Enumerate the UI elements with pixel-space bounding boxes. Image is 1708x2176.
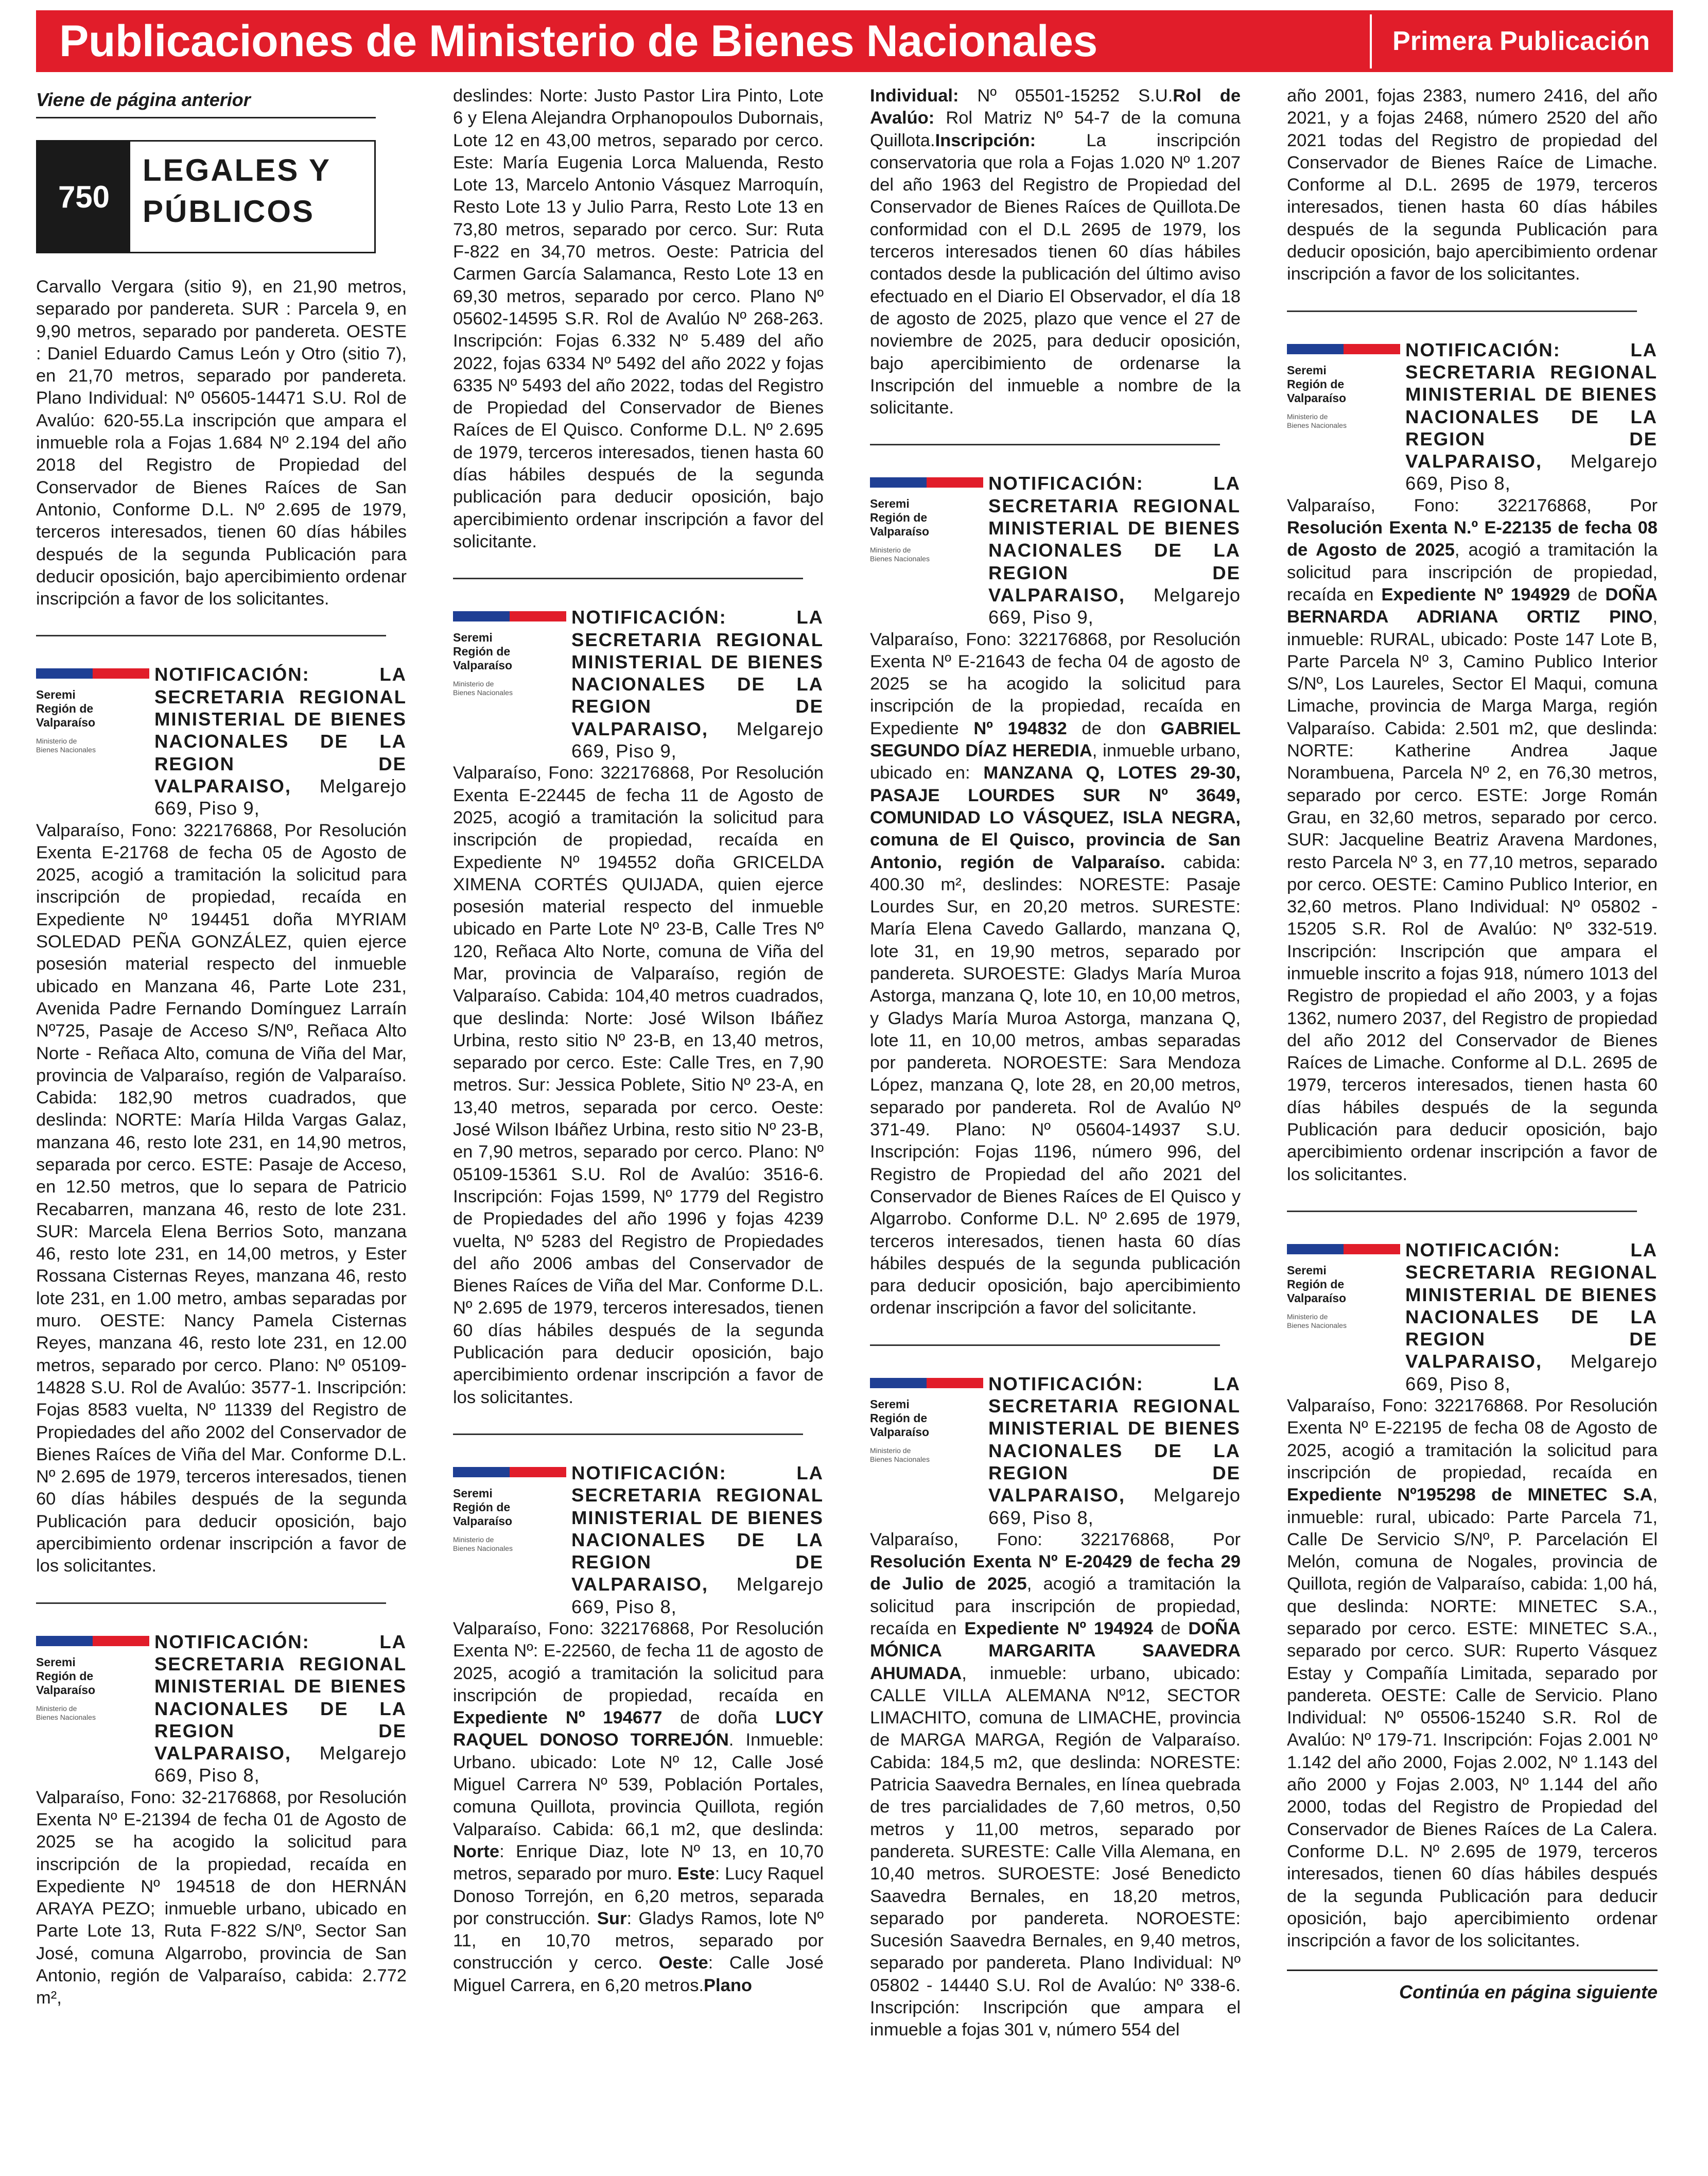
flag-bar-icon (1287, 344, 1400, 354)
continued-notice-text: año 2001, fojas 2383, numero 2416, del año 2021, y a fojas 2468, número 2520 del año 2021 todas del Registro de propiedad del Conservador de Bienes Raíce de Limache. Conforme al D.L. 2695 de 1979, terceros interesados, tienen hasta 60 días hábiles después de la segunda Publicación para deducir oposición, bajo apercibimiento ordenar inscripción a favor de los solicitantes. (1287, 86, 1658, 284)
seremi-logo (453, 606, 571, 697)
notice-heading: NOTIFICACIÓN: LA SECRETARIA REGIONAL MINISTERIAL DE BIENES NACIONALES DE LA REGION DE VALPARAISO, Melgarejo 669, Piso 8, (154, 1631, 407, 1786)
separator (1287, 310, 1637, 312)
logo-subtext: Ministerio de Bienes Nacionales (1287, 1312, 1347, 1329)
header-divider (1370, 14, 1372, 68)
section-title (130, 142, 374, 252)
notice (36, 663, 407, 1577)
seremi-logo (870, 1373, 988, 1464)
separator (453, 1434, 803, 1435)
notice-head (870, 472, 1241, 628)
separator (1287, 1211, 1637, 1212)
column-2 (453, 85, 824, 1997)
notice-body: Valparaíso, Fono: 322176868. Por Resolución Exenta Nº E-22195 de fecha 08 de Agosto de 2025, acogió a tramitación la solicitud para inscripción de propiedad, recaída en Expediente Nº195298 de MINETEC S.A, inmueble: rural, ubicado: Parte Parcela 71, Calle De Servicio S/Nº, P. Parcelación El Melón, comuna de Nogales, provincia de Quillota, región de Valparaíso, cabida: 1,00 há, que deslinda: NORTE: MINETEC S.A., separado por cerco. ESTE: MINETEC S.A., separado por cerco. SUR: Ruperto Vásquez Estay y Compañía Limitada, separado por pandereta. OESTE: Calle de Servicio. Plano Individual: Nº 05506-15240 S.R. Rol de Avalúo: Nº 179-71. Inscripción: Fojas 2.001 Nº 1.142 del año 2000, Fojas 2.002, Nº 1.143 del año 2000 y Fojas 2.003, Nº 1.144 del año 2000, todas del Registro de Propiedad del Conservador de Bienes Raíces de La Calera. Conforme D.L. Nº 2.695 de 1979, terceros interesados, tienen 60 días hábiles después de la segunda Publicación para deducir oposición, bajo apercibimiento ordenar inscripción a favor de los solicitantes. (1287, 1396, 1658, 1951)
section-title-line1: LEGALES Y (143, 153, 331, 187)
notice-head (36, 663, 407, 819)
logo-text: Seremi Región de Valparaíso (1287, 363, 1347, 405)
logo-subtext: Ministerio de Bienes Nacionales (870, 546, 930, 563)
logo-subtext: Ministerio de Bienes Nacionales (36, 1704, 96, 1721)
flag-bar-icon (1287, 1244, 1400, 1254)
logo-text: Seremi Región de Valparaíso (1287, 1263, 1347, 1305)
notice-body: Valparaíso, Fono: 322176868, por Resolución Exenta Nº E-21643 de fecha 04 de agosto de 2025 se ha acogido la solicitud para inscripción de la propiedad, recaída en Expediente Nº 194832 de don GABRIEL SEGUNDO DÍAZ HEREDIA, inmueble urbano, ubicado en: MANZANA Q, LOTES 29-30, PASAJE LOURDES SUR Nº 3649, COMUNIDAD LO VÁSQUEZ, ISLA NEGRA, comuna de El Quisco, provincia de San Antonio, región de Valparaíso. cabida: 400.30 m², deslindes: NORESTE: Pasaje Lourdes Sur, en 20,20 metros. SURESTE: María Elena Cavedo Gallardo, manzana Q, lote 31, en 19,90 metros, separado por pandereta. SUROESTE: Gladys María Muroa Astorga, manzana Q, lote 10, en 10,00 metros, y Gladys María Muroa Astorga, manzana Q, lote 11, en 10,00 metros, ambas separadas por pandereta. NOROESTE: Sara Mendoza López, manzana Q, lote 28, en 20,00 metros, separado por pandereta. Rol de Avalúo Nº 371-49. Plano: Nº 05604-14937 S.U. Inscripción: Fojas 1196, número 996, del Registro de Propiedad del año 2021 del Conservador de Bienes Raíces de El Quisco y Algarrobo. Conforme D.L. Nº 2.695 de 1979, terceros interesados, tienen hasta 60 días hábiles después de la segunda publicación para deducir oposición, bajo apercibimiento ordenar inscripción a favor del solicitante. (870, 629, 1241, 1318)
logo-text: Seremi Región de Valparaíso (36, 688, 96, 730)
notice-head (453, 1462, 824, 1618)
notice-heading: NOTIFICACIÓN: LA SECRETARIA REGIONAL MINISTERIAL DE BIENES NACIONALES DE LA REGION DE VALPARAISO, Melgarejo 669, Piso 8, (988, 1373, 1241, 1528)
notice (870, 472, 1241, 1319)
notice-head (36, 1631, 407, 1787)
separator (36, 1602, 386, 1604)
logo-subtext: Ministerio de Bienes Nacionales (453, 1535, 513, 1552)
notice-body: Valparaíso, Fono: 32-2176868, por Resolución Exenta Nº E-21394 de fecha 01 de Agosto de 2025 se ha acogido la solicitud para inscripción de la propiedad, recaída en Expediente Nº 194518 de don HERNÁN ARAYA PEZO; inmueble urbano, ubicado en Parte Lote 13, Ruta F-822 S/Nº, Sector San José, comuna Algarrobo, provincia de San Antonio, región de Valparaíso, cabida: 2.772 m², (36, 1787, 407, 2008)
logo-subtext: Ministerio de Bienes Nacionales (453, 680, 513, 697)
flag-bar-icon (870, 1378, 983, 1388)
continued-notice-text: Individual: Nº 05501-15252 S.U.Rol de Avalúo: Rol Matriz Nº 54-7 de la comuna Quillota.Inscripción: La inscripción conservatoria que rola a Fojas 1.020 Nº 1.207 del año 1963 del Registro de Propiedad del Conservador de Bienes Raíces de Quillota.De conformidad con el D.L 2695 de 1979, los terceros interesados tienen 60 días hábiles contados desde la publicación del último aviso efectuado en el Diario El Observador, el día 18 de agosto de 2025, plazo que vence el 27 de noviembre de 2025, para deducir oposición, bajo apercibimiento de ordenarse la Inscripción del inmueble a nombre de la solicitante. (870, 86, 1241, 418)
logo-text: Seremi Región de Valparaíso (453, 1486, 513, 1528)
notice-head (1287, 1239, 1658, 1395)
notice-body: Valparaíso, Fono: 322176868, Por Resolución Exenta E-21768 de fecha 05 de Agosto de 2025, acogió a tramitación la solicitud para inscripción de propiedad, recaída en Expediente Nº 194451 doña MYRIAM SOLEDAD PEÑA GONZÁLEZ, quien ejerce posesión material respecto del inmueble ubicado en Manzana 46, Parte Lote 231, Avenida Padre Fernando Domínguez Larraín Nº725, Pasaje de Acceso S/Nº, Reñaca Alto Norte - Reñaca Alto, comuna de Viña del Mar, provincia de Valparaíso, región de Valparaíso. Cabida: 182,90 metros cuadrados, que deslinda: NORTE: María Hilda Vargas Galaz, manzana 46, resto lote 231, en 14,90 metros, separada por cerco. ESTE: Pasaje de Acceso, en 12.50 metros, que lo separa de Patricio Recabarren, manzana 46, resto de lote 231. SUR: Marcela Elena Berrios Soto, manzana 46, resto lote 231, en 14,00 metros, y Ester Rossana Cisternas Reyes, manzana 46, resto lote 231, en 1.00 metro, ambas separadas por muro. OESTE: Nancy Pamela Cisternas Reyes, manzana 46, resto lote 231, en 12.00 metros, separado por cerco. Plano: Nº 05109-14828 S.U. Rol de Avalúo: 3577-1. Inscripción: Fojas 8583 vuelta, Nº 11339 del Registro de Propiedades del año 2002 del Conservador de Bienes Raíces de Viña del Mar. Conforme D.L. Nº 2.695 de 1979, terceros interesados, tienen 60 días hábiles después de la segunda Publicación para deducir oposición, bajo apercibimiento ordenar inscripción a favor de los solicitantes. (36, 820, 407, 1576)
seremi-logo (453, 1462, 571, 1553)
page-title: Publicaciones de Ministerio de Bienes Nacionales (59, 16, 1097, 66)
separator (36, 635, 386, 636)
notice-body: Valparaíso, Fono: 322176868, Por Resolución Exenta N.º E-22135 de fecha 08 de Agosto de 2025, acogió a tramitación la solicitud para inscripción de propiedad, recaída en Expediente Nº 194929 de DOÑA BERNARDA ADRIANA ORTIZ PINO, inmueble: RURAL, ubicado: Poste 147 Lote B, Parte Parcela Nº 3, Camino Publico Interior S/Nº, Los Laureles, Sector El Maqui, comuna Limache, provincia de Marga Marga, región Valparaíso. Cabida: 2.501 m2, que deslinda: NORTE: Katherine Andrea Jaque Norambuena, Parcela Nº 2, en 76,30 metros, separado por cerco. ESTE: Jorge Román Grau, en 32,60 metros, separado por cerco. SUR: Jacqueline Beatriz Aravena Mardones, resto Parcela Nº 3, en 77,10 metros, separado por cerco. OESTE: Camino Publico Interior, en 32,60 metros. Plano Individual: Nº 05802 - 15205 S.R. Rol de Avalúo: Nº 332-519. Inscripción: Inscripción que ampara el inmueble inscrito a fojas 918, número 1013 del Registro de propiedad el año 2003, y a fojas 1362, numero 2037, del Registro de propiedad del año 2012 del Conservador de Bienes Raíces de Limache. Conforme al D.L. 2695 de 1979, terceros interesados, tienen hasta 60 días hábiles después de la segunda Publicación para deducir oposición, bajo apercibimiento ordenar inscripción a favor de los solicitantes. (1287, 495, 1658, 1184)
notice (453, 1462, 824, 1997)
logo-text: Seremi Región de Valparaíso (36, 1655, 96, 1697)
seremi-logo (1287, 1239, 1405, 1330)
seremi-logo (870, 472, 988, 563)
separator (870, 444, 1220, 445)
notice-heading: NOTIFICACIÓN: LA SECRETARIA REGIONAL MINISTERIAL DE BIENES NACIONALES DE LA REGION DE VALPARAISO, Melgarejo 669, Piso 8, (571, 1462, 824, 1617)
notice-head (453, 606, 824, 762)
notice (1287, 339, 1658, 1186)
notice (1287, 1239, 1658, 1953)
notice-body: Valparaíso, Fono: 322176868, Por Resolución Exenta Nº E-20429 de fecha 29 de Julio de 2025, acogió a tramitación la solicitud para inscripción de propiedad, recaída en Expediente Nº 194924 de DOÑA MÓNICA MARGARITA SAAVEDRA AHUMADA, inmueble: urbano, ubicado: CALLE VILLA ALEMANA Nº12, SECTOR LIMACHITO, comuna de LIMACHE, provincia de MARGA MARGA, Región de Valparaíso. Cabida: 184,5 m2, que deslinda: NORESTE: Patricia Saavedra Bernales, en línea quebrada de tres parcialidades de 7,60 metros, 0,50 metros y 11,00 metros, separado por pandereta. SURESTE: Calle Villa Alemana, en 10,40 metros. SUROESTE: José Benedicto Saavedra Bernales, en 18,20 metros, separado por pandereta. NOROESTE: Sucesión Saavedra Bernales, en 9,40 metros, separado por pandereta. Plano Individual: Nº 05802 - 14440 S.U. Rol de Avalúo: Nº 338-6. Inscripción: Inscripción que ampara el inmueble a fojas 301 v, número 554 del (870, 1529, 1241, 2040)
flag-bar-icon (36, 668, 149, 679)
publication-label: Primera Publicación (1392, 26, 1650, 56)
column-1 (36, 85, 407, 2010)
logo-subtext: Ministerio de Bienes Nacionales (870, 1446, 930, 1463)
notice-body: Valparaíso, Fono: 322176868, Por Resolución Exenta E-22445 de fecha 11 de Agosto de 2025, acogió a tramitación la solicitud para inscripción de propiedad, recaída en Expediente Nº 194552 doña GRICELDA XIMENA CORTÉS QUIJADA, quien ejerce posesión material respecto del inmueble ubicado en Parte Lote Nº 23-B, Calle Tres Nº 120, Reñaca Alto Norte, comuna de Viña del Mar, provincia de Valparaíso, región de Valparaíso. Cabida: 104,40 metros cuadrados, que deslinda: Norte: José Wilson Ibáñez Urbina, resto sitio Nº 23-B, en 13,40 metros, separado por cerco. Este: Calle Tres, en 7,90 metros. Sur: Jessica Poblete, Sitio Nº 23-A, en 13,40 metros, separada por cerco. Oeste: José Wilson Ibáñez Urbina, resto sitio Nº 23-B, en 7,90 metros, separado por cerco. Plano: Nº 05109-15361 S.U. Rol de Avalúo: 3516-6. Inscripción: Fojas 1599, Nº 1779 del Registro de Propiedades del año 1996 y fojas 4239 vuelta, Nº 5283 del Registro de Propiedades del año 2006 ambas del Conservador de Bienes Raíces de Viña del Mar. Conforme D.L. Nº 2.695 de 1979, terceros interesados, tienen 60 días hábiles después de la segunda Publicación para deducir oposición, bajo apercibimiento ordenar inscripción a favor de los solicitantes. (453, 763, 824, 1407)
notice-head (1287, 339, 1658, 495)
section-number: 750 (38, 142, 130, 252)
logo-text: Seremi Región de Valparaíso (870, 497, 930, 539)
notice (870, 1373, 1241, 2042)
seremi-logo (36, 1631, 154, 1722)
notice-heading: NOTIFICACIÓN: LA SECRETARIA REGIONAL MINISTERIAL DE BIENES NACIONALES DE LA REGION DE VALPARAISO, Melgarejo 669, Piso 8, (1405, 1239, 1658, 1394)
logo-text: Seremi Región de Valparaíso (453, 631, 513, 672)
section-title-line2: PÚBLICOS (143, 194, 315, 229)
notice-heading: NOTIFICACIÓN: LA SECRETARIA REGIONAL MINISTERIAL DE BIENES NACIONALES DE LA REGION DE VALPARAISO, Melgarejo 669, Piso 9, (571, 607, 824, 762)
separator (453, 578, 803, 579)
notice-body: Valparaíso, Fono: 322176868, Por Resolución Exenta Nº: E-22560, de fecha 11 de agosto de 2025, acogió a tramitación la solicitud para inscripción de propiedad, recaída en Expediente Nº 194677 de doña LUCY RAQUEL DONOSO TORREJÓN. Inmueble: Urbano. ubicado: Lote Nº 12, Calle José Miguel Carrera Nº 539, Población Portales, comuna Quillota, provincia Quillota, región Valparaíso. Cabida: 66,1 m2, que deslinda: Norte: Enrique Diaz, lote Nº 13, en 10,70 metros, separado por muro. Este: Lucy Raquel Donoso Torrejón, en 6,20 metros, separada por construcción. Sur: Gladys Ramos, lote Nº 11, en 10,70 metros, separado por construcción y cerco. Oeste: Calle José Miguel Carrera, en 6,20 metros.Plano (453, 1619, 824, 1995)
flag-bar-icon (36, 1636, 149, 1646)
section-box (36, 140, 376, 253)
logo-subtext: Ministerio de Bienes Nacionales (36, 737, 96, 754)
seremi-logo (36, 663, 154, 754)
flag-bar-icon (453, 611, 566, 621)
notice-heading: NOTIFICACIÓN: LA SECRETARIA REGIONAL MINISTERIAL DE BIENES NACIONALES DE LA REGION DE VALPARAISO, Melgarejo 669, Piso 9, (988, 473, 1241, 628)
continued-notice-text: deslindes: Norte: Justo Pastor Lira Pinto, Lote 6 y Elena Alejandra Orphanopoulos Dubornais, Lote 12 en 43,00 metros, separado por cerco. Este: María Eugenia Lorca Maluenda, Resto Lote 13, Marcelo Antonio Vásquez Marroquín, Resto Lote 13 y Julio Parra, Resto Lote 13 en 73,80 metros, separado por cerco. Sur: Ruta F-822 en 34,70 metros. Oeste: Patricia del Carmen García Salamanca, Resto Lote 13 en 69,30 metros, separado por cerco. Plano Nº 05602-14595 S.R. Rol de Avalúo Nº 268-263. Inscripción: Fojas 6.332 Nº 5.489 del año 2022, fojas 6334 Nº 5492 del año 2022 y fojas 6335 Nº 5493 del año 2022, todas del Registro de Propiedad del Conservador de Bienes Raíces de El Quisco. Conforme D.L. Nº 2.695 de 1979, terceros interesados, tienen hasta 60 días hábiles después de la segunda publicación para deducir oposición, bajo apercibimiento ordenar inscripción a favor del solicitante. (453, 86, 824, 551)
column-3 (870, 85, 1241, 2042)
logo-text: Seremi Región de Valparaíso (870, 1397, 930, 1439)
continued-on-label: Continúa en página siguiente (1287, 1970, 1658, 2003)
notice-heading: NOTIFICACIÓN: LA SECRETARIA REGIONAL MINISTERIAL DE BIENES NACIONALES DE LA REGION DE VALPARAISO, Melgarejo 669, Piso 8, (1405, 339, 1658, 494)
notice-head (870, 1373, 1241, 1529)
flag-bar-icon (453, 1467, 566, 1477)
seremi-logo (1287, 339, 1405, 430)
notice (453, 606, 824, 1409)
flag-bar-icon (870, 477, 983, 488)
column-4 (1287, 85, 1658, 2003)
notice-heading: NOTIFICACIÓN: LA SECRETARIA REGIONAL MINISTERIAL DE BIENES NACIONALES DE LA REGION DE VALPARAISO, Melgarejo 669, Piso 9, (154, 664, 407, 819)
header-right (1370, 14, 1650, 68)
logo-subtext: Ministerio de Bienes Nacionales (1287, 412, 1347, 429)
continued-from-label: Viene de página anterior (36, 89, 376, 118)
notice (36, 1631, 407, 2010)
separator (870, 1344, 1220, 1346)
continued-notice-text: Carvallo Vergara (sitio 9), en 21,90 metros, separado por pandereta. SUR : Parcela 9, en 9,90 metros, separado por pandereta. OESTE : Daniel Eduardo Camus León y Otro (sitio 7), en 21,70 metros, separado por pandereta. Plano Individual: Nº 05605-14471 S.U. Rol de Avalúo: 620-55.La inscripción que ampara el inmueble rola a Fojas 1.684 Nº 2.194 del año 2018 del Registro de Propiedad del Conservador de Bienes Raíces de San Antonio, Conforme D.L. Nº 2.695 de 1979, terceros interesados, tienen 60 días hábiles después de la segunda Publicación para deducir oposición, bajo apercibimiento ordenar inscripción a favor de los solicitantes. (36, 277, 407, 609)
page-header-banner (36, 10, 1673, 72)
